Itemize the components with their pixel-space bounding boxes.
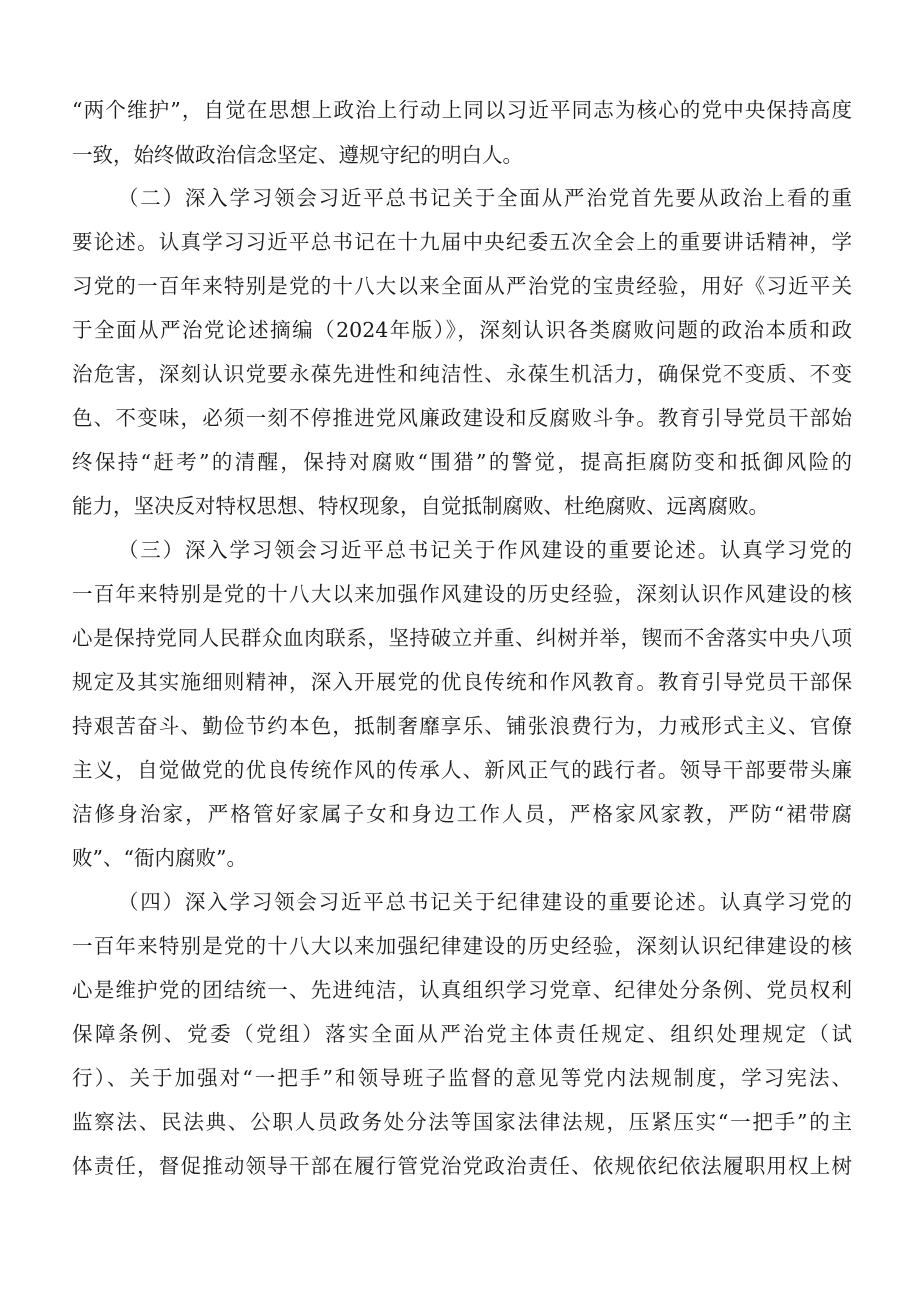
text-line-20: 一百年来特别是党的十八大以来加强纪律建设的历史经验，深刻认识纪律建设的核 [72, 934, 852, 958]
text-line-2: 一致，始终做政治信念坚定、遵规守纪的明白人。 [72, 143, 523, 167]
text-line-23: 行）、关于加强对“一把手”和领导班子监督的意见等党内法规制度，学习宪法、 [72, 1066, 852, 1090]
text-line-10: 能力，坚决反对特权思想、特权现象，自觉抵制腐败、杜绝腐败、远离腐败。 [72, 494, 769, 518]
text-line-17: 洁修身治家，严格管好家属子女和身边工作人员，严格家风家教，严防“裙带腐 [72, 802, 852, 826]
text-line-24: 监察法、民法典、公职人员政务处分法等国家法律法规，压紧压实“一把手”的主 [72, 1110, 852, 1134]
text-line-21: 心是维护党的团结统一、先进纯洁，认真组织学习党章、纪律处分条例、党员权利 [72, 978, 852, 1002]
text-line-12: 一百年来特别是党的十八大以来加强作风建设的历史经验，深刻认识作风建设的核 [72, 582, 852, 606]
text-line-1: “两个维护”，自觉在思想上政治上行动上同以习近平同志为核心的党中央保持高度 [72, 98, 852, 122]
text-line-15: 持艰苦奋斗、勤俭节约本色，抵制奢靡享乐、铺张浪费行为，力戒形式主义、官僚 [72, 714, 852, 738]
text-line-3: （二）深入学习领会习近平总书记关于全面从严治党首先要从政治上看的重 [118, 186, 852, 210]
text-line-8: 色、不变味，必须一刻不停推进党风廉政建设和反腐败斗争。教育引导党员干部始 [72, 406, 852, 430]
text-line-9: 终保持“赶考”的清醒，保持对腐败“围猎”的警觉，提高拒腐防变和抵御风险的 [72, 450, 852, 474]
text-line-25: 体责任，督促推动领导干部在履行管党治党政治责任、依规依纪依法履职用权上树 [72, 1154, 852, 1178]
text-line-14: 规定及其实施细则精神，深入开展党的优良传统和作风教育。教育引导党员干部保 [72, 670, 852, 694]
text-line-11: （三）深入学习领会习近平总书记关于作风建设的重要论述。认真学习党的 [118, 538, 852, 562]
text-line-7: 治危害，深刻认识党要永葆先进性和纯洁性、永葆生机活力，确保党不变质、不变 [72, 362, 852, 386]
text-line-4: 要论述。认真学习习近平总书记在十九届中央纪委五次全会上的重要讲话精神，学 [72, 230, 852, 254]
text-line-6: 于全面从严治党论述摘编（2024年版）》，深刻认识各类腐败问题的政治本质和政 [72, 318, 852, 342]
text-line-22: 保障条例、党委（党组）落实全面从严治党主体责任规定、组织处理规定（试 [72, 1022, 852, 1046]
text-line-18: 败”、“衙内腐败”。 [72, 846, 247, 870]
text-line-16: 主义，自觉做党的优良传统作风的传承人、新风正气的践行者。领导干部要带头廉 [72, 758, 852, 782]
text-line-19: （四）深入学习领会习近平总书记关于纪律建设的重要论述。认真学习党的 [118, 890, 852, 914]
text-line-13: 心是保持党同人民群众血肉联系，坚持破立并重、纠树并举，锲而不舍落实中央八项 [72, 626, 852, 650]
text-line-5: 习党的一百年来特别是党的十八大以来全面从严治党的宝贵经验，用好《习近平关 [72, 274, 852, 298]
